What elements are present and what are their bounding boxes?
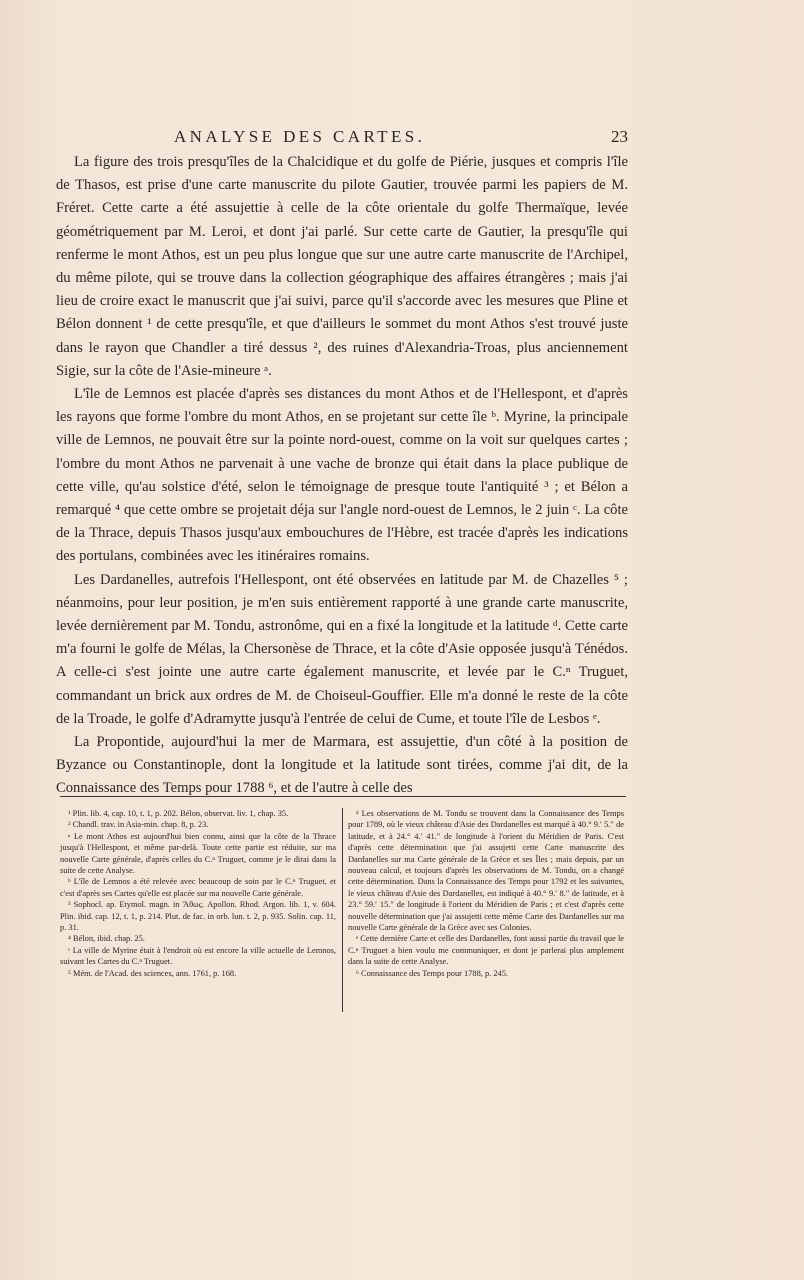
footnote: ⁶ Connaissance des Temps pour 1788, p. 245.: [356, 968, 508, 978]
running-header: [56, 127, 628, 149]
footnote: ⁵ Mém. de l'Acad. des sciences, ann. 1761, p. 168.: [68, 968, 237, 978]
footnotes-right-column: [348, 808, 624, 979]
column-divider: [342, 808, 343, 1012]
footnote: ¹ Plin. lib. 4, cap. 10, t. 1, p. 202. Bélon, observat. liv. 1, chap. 35.: [68, 809, 289, 818]
page-number: 23: [611, 127, 628, 146]
paragraph: La figure des trois presqu'îles de la Chalcidique et du golfe de Piérie, jusques et compris l'île de Thasos, est prise d'une carte manuscrite du pilote Gautier, trouvée parmi les papiers de M. Fréret. Cette carte a été assujettie à celle de la côte orientale du golfe Thermaïque, levée géométriquement par M. Leroi, et dont j'ai parlé. Sur cette carte de Gautier, la presqu'île qui renferme le mont Athos, est un peu plus longue que sur une autre carte manuscrite de l'Archipel, du même pilote, qui se trouve dans la collection géographique des affaires étrangères ; mais j'ai lieu de croire exact le manuscrit que j'ai suivi, parce qu'il s'accorde avec les mesures que Pline et Bélon donnent ¹ de cette presqu'île, et que d'ailleurs le sommet du mont Athos s'est trouvé juste dans le rayon que Chandler a tiré dessus ², des ruines d'Alexandria-Troas, plus anciennement Sigie, sur la côte de l'Asie-mineure ᵃ.: [56, 154, 628, 379]
paragraph: L'île de Lemnos est placée d'après ses distances du mont Athos et de l'Hellespont, et d'après les rayons que forme l'ombre du mont Athos, en se projetant sur cette île ᵇ. Myrine, la principale ville de Lemnos, ne pouvait être sur la pointe nord-ouest, comme on la voit sur quelques cartes ; l'ombre du mont Athos ne parvenait à une vache de bronze qui était dans la place publique de cette ville, qu'au solstice d'été, selon le témoignage de presque toute l'antiquité ³ ; et Bélon a remarqué ⁴ que cette ombre se projetait déja sur l'angle nord-ouest de Lemnos, le 2 juin ᶜ. La côte de la Thrace, depuis Thasos jusqu'aux embouchures de l'Hèbre, est tracée d'après les indications des portulans, combinées avec les itinéraires romains.: [56, 386, 628, 565]
footnotes-left-column: [60, 808, 336, 979]
main-text: [56, 151, 628, 801]
footnote-separator: [60, 796, 626, 797]
running-title: ANALYSE DES CARTES.: [174, 127, 426, 146]
footnote: ᵃ Le mont Athos est aujourd'hui bien connu, ainsi que la côte de la Thrace jusqu'à l'Hellespont, et même par-delà. Toute cette partie est réduite, sur ma nouvelle Carte générale, d'après celles du C.ⁿ Truguet, comme je le dirai dans la suite de cette Analyse.: [60, 831, 336, 876]
footnote: ᶜ La ville de Myrine était à l'endroit où est encore la ville actuelle de Lemnos, suivant les Cartes du C.ⁿ Truguet.: [60, 945, 336, 967]
paragraph: La Propontide, aujourd'hui la mer de Marmara, est assujettie, d'un côté à la position de Byzance ou Constantinople, dont la longitude et la latitude sont tirées, comme j'ai dit, de la Connaissance des Temps pour 1788 ⁶, et de l'autre à celle des: [56, 734, 628, 797]
footnote: ³ Sophocl. ap. Etymol. magn. in Ἄθως. Apollon. Rhod. Argon. lib. 1, v. 604. Plin. ibid. cap. 12, t. 1, p. 214. Plut. de fac. in orb. lun. t. 2, p. 935. Solin. cap. 11, p. 31.: [60, 900, 336, 933]
footnote: ᵇ L'île de Lemnos a été relevée avec beaucoup de soin par le C.ⁿ Truguet, et c'est d'après ses Cartes qu'elle est placée sur ma nouvelle Carte générale.: [60, 877, 336, 898]
footnote: ᵉ Cette dernière Carte et celle des Dardanelles, font aussi partie du travail que le C.ⁿ Truguet a bien voulu me communiquer, et dont je parlerai plus amplement dans la suite de cette Analyse.: [348, 934, 624, 967]
paragraph: Les Dardanelles, autrefois l'Hellespont, ont été observées en latitude par M. de Chazelles ⁵ ; néanmoins, pour leur position, je m'en suis entièrement rapporté à une grande carte manuscrite, levée dernièrement par M. Tondu, astronôme, qui en a fixé la longitude et la latitude ᵈ. Cette carte m'a fourni le golfe de Mélas, la Chersonèse de Thrace, et la côte d'Asie opposée jusqu'à Ténédos. A celle-ci s'est jointe une autre carte également manuscrite, et levée par le C.ⁿ Truguet, commandant un brick aux ordres de M. de Choiseul-Gouffier. Elle m'a donné le reste de la côte de la Troade, le golfe d'Adramytte jusqu'à l'entrée de celui de Cume, et toute l'île de Lesbos ᵉ.: [56, 571, 628, 727]
footnote: ⁴ Bélon, ibid. chap. 25.: [68, 934, 145, 944]
footnote: ᵈ Les observations de M. Tondu se trouvent dans la Connaissance des Temps pour 1789, où le vieux château d'Asie des Dardanelles est marqué à 40.° 9.′ 5.″ de latitude, et à 24.° 4.′ 41.″ de longitude à l'orient du Méridien de Paris. C'est d'après cette détermination que j'ai assujetti cette Carte manuscrite des Dardanelles sur ma Carte générale de la Grèce et ses Îles ; mais depuis, par un nouveau calcul, et toujours d'après les observations de M. Tondu, on a changé cette détermination. Dans la Connaissance des Temps pour 1792 et les suivantes, le vieux château d'Asie des Dardanelles, est indiqué à 40.° 9.′ 8.″ de latitude, et à 23.° 59.′ 15.″ de longitude à l'orient du Méridien de Paris ; et c'est d'après cette nouvelle détermination que j'ai assujetti cette même Carte des Dardanelles sur ma nouvelle Carte générale de la Grèce avec ses Colonies.: [348, 809, 624, 933]
footnote: ² Chandl. trav. in Asia-min. chap. 8, p. 23.: [68, 820, 209, 830]
